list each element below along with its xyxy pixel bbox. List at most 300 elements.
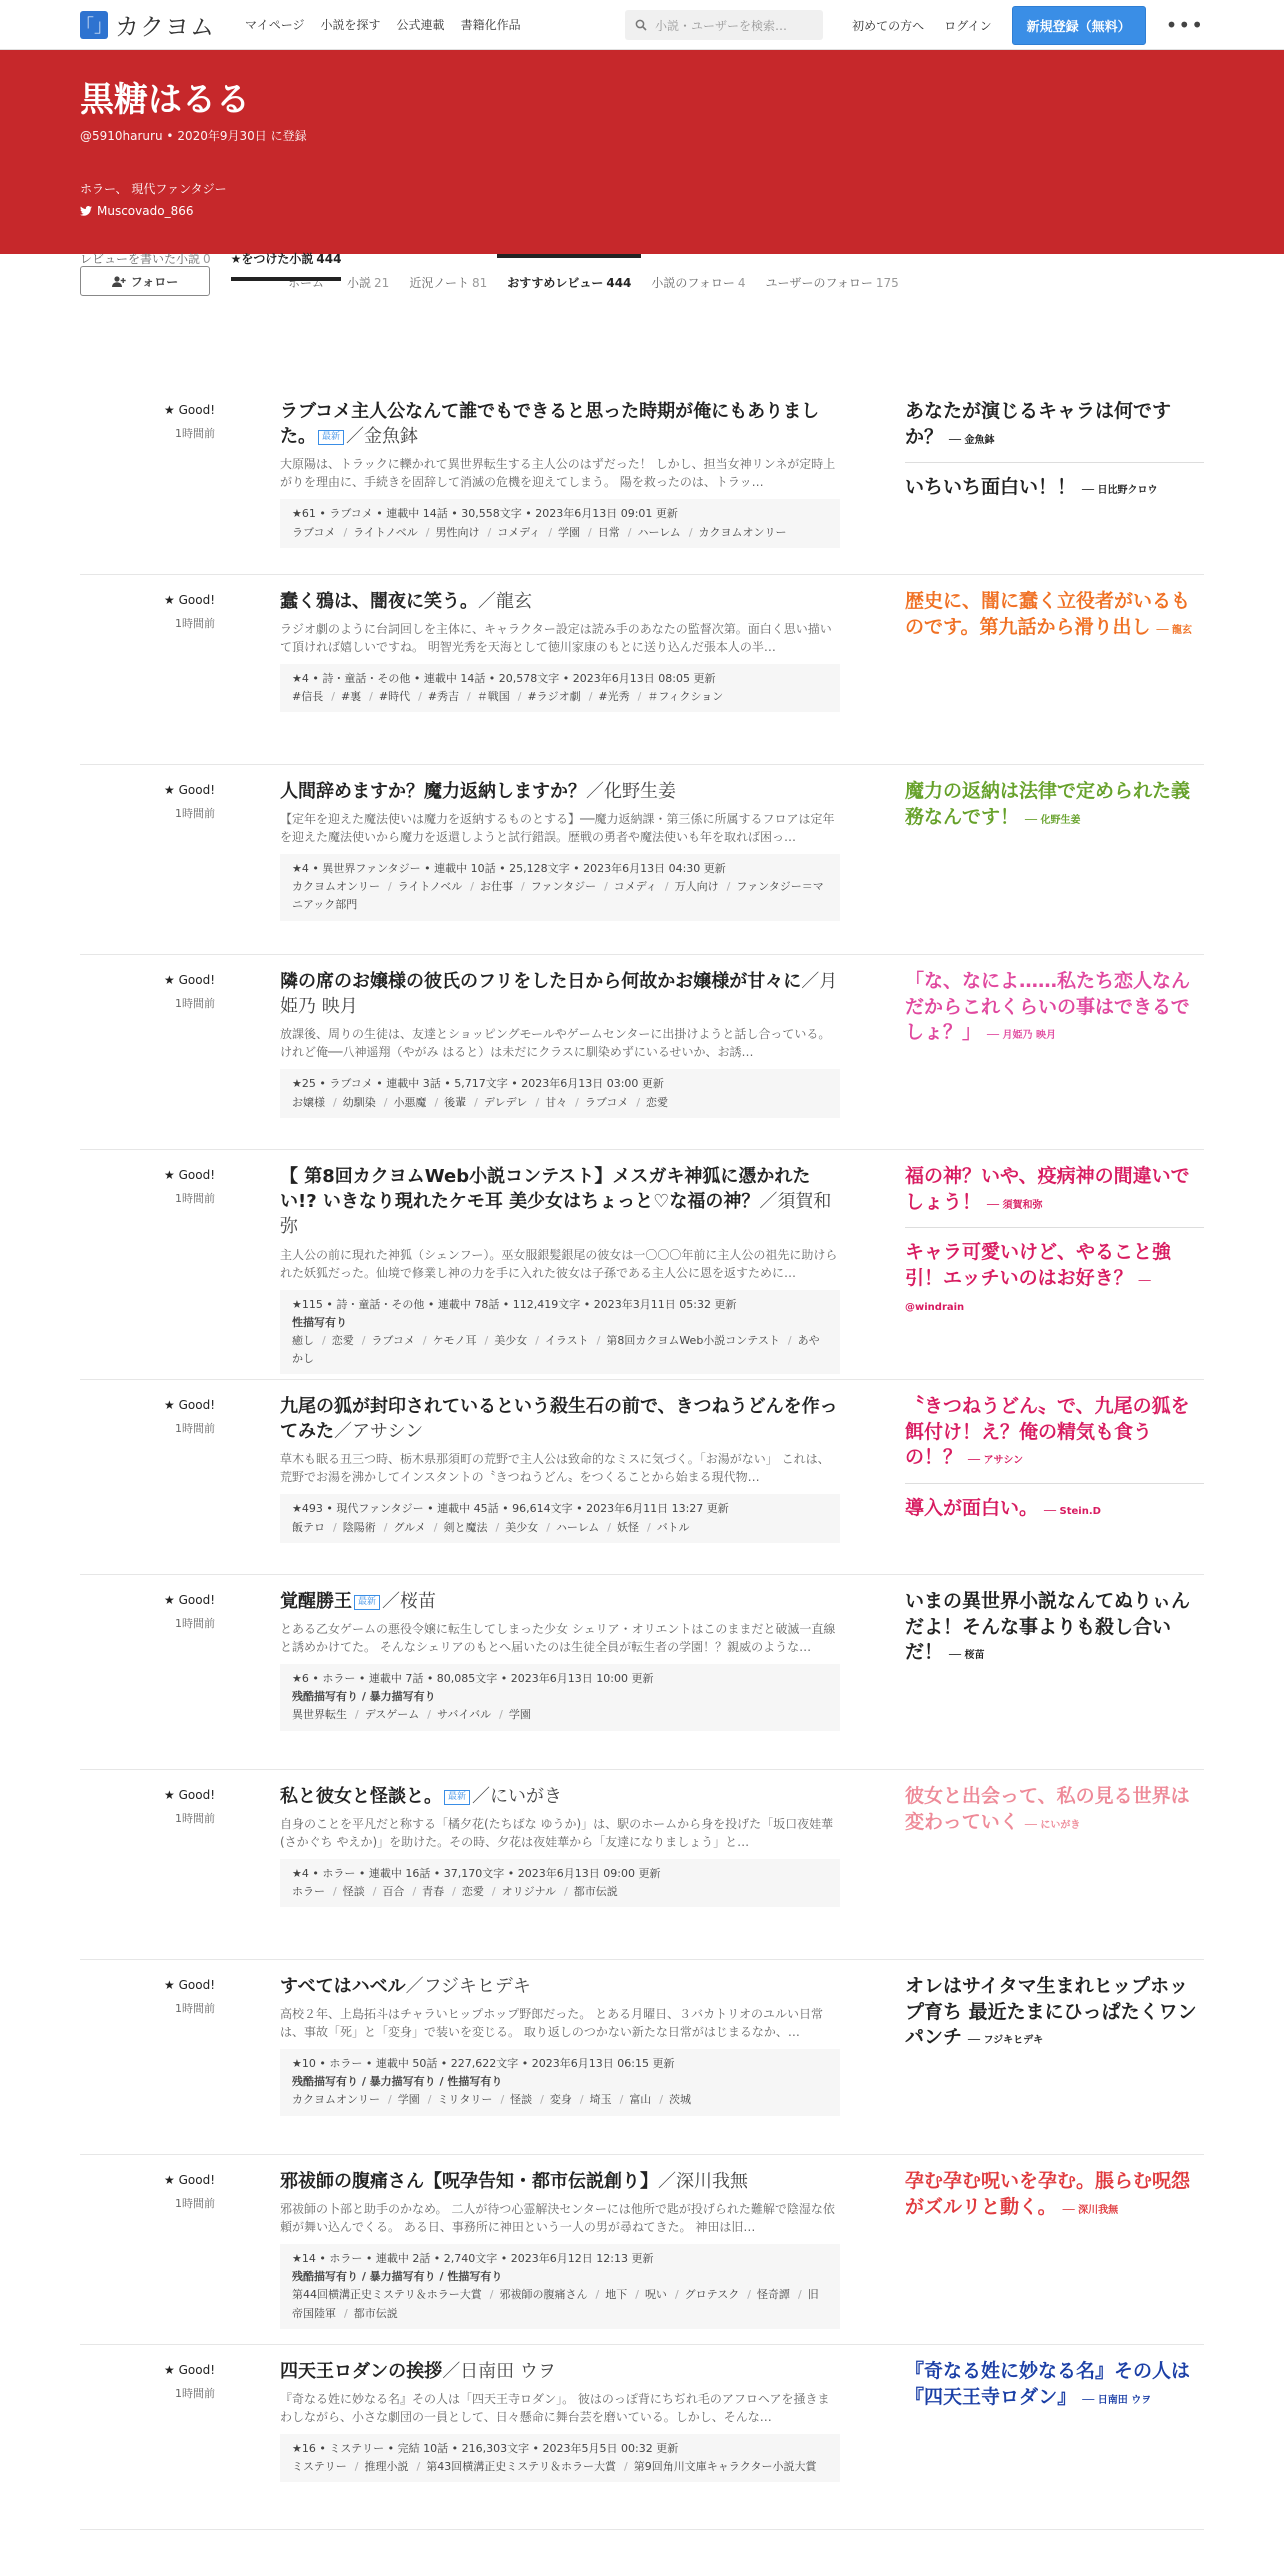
review-block[interactable] bbox=[905, 2169, 1204, 2232]
good-time: 1時間前 bbox=[175, 427, 215, 440]
tag-separator: / bbox=[588, 525, 592, 539]
tag-link[interactable]: 呪い bbox=[644, 2288, 667, 2302]
tag-separator: / bbox=[595, 2288, 600, 2302]
work-author[interactable]: ／化野生姜 bbox=[586, 781, 676, 802]
work-title: 人間辞めますか？魔力返納しますか？ bbox=[280, 781, 586, 802]
tag-link[interactable]: 癒し bbox=[292, 1333, 314, 1347]
tag-link[interactable]: ラブコメ bbox=[584, 1095, 629, 1109]
good-time: 1時間前 bbox=[175, 2002, 215, 2015]
tag-link[interactable]: グロテスク bbox=[684, 2288, 740, 2302]
twitter-link[interactable] bbox=[80, 204, 1204, 218]
good-time: 1時間前 bbox=[175, 617, 215, 630]
tag-link[interactable]: ＃戦国 bbox=[476, 690, 510, 704]
tag-separator: / bbox=[361, 1333, 366, 1347]
work-author[interactable]: ／桜苗 bbox=[382, 1591, 437, 1612]
tag-link[interactable]: ケモノ耳 bbox=[432, 1333, 477, 1347]
work-title-link[interactable] bbox=[280, 969, 840, 1019]
work-card bbox=[280, 1784, 840, 1907]
review-column bbox=[905, 1589, 1204, 1678]
tab-count: 444 bbox=[606, 276, 632, 290]
tag-link[interactable]: ＃フィクション bbox=[647, 690, 724, 704]
review-text: いちいち面白い！！ bbox=[905, 476, 1077, 499]
tag-link[interactable]: イラスト bbox=[544, 1333, 589, 1347]
tag-link[interactable]: ハーレム bbox=[555, 1520, 600, 1534]
tag-separator: / bbox=[427, 2093, 432, 2107]
review-block[interactable] bbox=[905, 1589, 1204, 1678]
tag-link[interactable]: 第8回カクヨムWeb小説コンテスト bbox=[606, 1333, 780, 1347]
top-nav bbox=[0, 0, 1284, 50]
review-column bbox=[905, 1164, 1204, 1329]
review-title bbox=[905, 1974, 1204, 2051]
tab-reviews[interactable] bbox=[497, 254, 641, 298]
tag-link[interactable]: ホラー bbox=[292, 1885, 325, 1899]
review-block[interactable] bbox=[905, 969, 1204, 1058]
work-description: 高校２年、上島拓斗はチャラいヒップホップ野郎だった。 とある月曜日、３バカトリオのユルい日常は、事故「死」と「変身」で装いを変じる。 取り返しのつかない新たな日常がはじまるなか、… bbox=[280, 2007, 823, 2040]
tag-link[interactable]: カクヨムオンリー bbox=[292, 880, 380, 894]
work-card bbox=[280, 779, 840, 921]
work-author[interactable]: ／龍玄 bbox=[478, 591, 532, 612]
tab-novel-follows[interactable] bbox=[641, 254, 755, 298]
work-description: 草木も眠る丑三つ時、栃木県那須町の荒野で主人公は致命的なミスに気づく。「お湯がない」 これは、荒野でお湯を沸かしてインスタントの〝きつねうどん〟をつくることから始まる現代物… bbox=[280, 1452, 830, 1485]
tag-link[interactable]: 異世界転生 bbox=[292, 1708, 347, 1722]
tag-link[interactable]: ファンタジー＝マニアック部門 bbox=[292, 880, 824, 912]
tag-link[interactable]: 学園 bbox=[508, 1708, 531, 1722]
tag-link[interactable]: #秀吉 bbox=[427, 690, 460, 704]
tag-link[interactable]: ハーレム bbox=[637, 525, 681, 539]
tab-count: 81 bbox=[471, 276, 488, 290]
work-card bbox=[280, 1589, 840, 1731]
tag-link[interactable]: 変身 bbox=[549, 2093, 572, 2107]
review-author[interactable]: ── 化野生姜 bbox=[1025, 814, 1081, 826]
tag-link[interactable]: 陰陽術 bbox=[342, 1520, 376, 1534]
review-author[interactable]: ── Stein.D bbox=[1044, 1505, 1101, 1517]
work-author[interactable]: ／にいがき bbox=[472, 1786, 563, 1807]
tag-link[interactable]: 剣と魔法 bbox=[443, 1520, 488, 1534]
nav-link-mypage[interactable]: マイページ bbox=[245, 18, 305, 32]
good-badge bbox=[80, 593, 215, 631]
work-info bbox=[280, 854, 840, 920]
content-warnings: 残酷描写有り / 暴力描写有り bbox=[292, 1690, 436, 1704]
work-title-link[interactable] bbox=[280, 2359, 840, 2384]
work-info bbox=[280, 2049, 840, 2115]
good-time: 1時間前 bbox=[175, 997, 215, 1010]
review-block[interactable] bbox=[905, 2359, 1204, 2422]
work-tags bbox=[292, 524, 828, 542]
tag-link[interactable]: ラブコメ bbox=[371, 1333, 415, 1347]
tag-link[interactable]: あやかし bbox=[292, 1333, 820, 1365]
review-column bbox=[905, 969, 1204, 1058]
new-badge: 最新 bbox=[318, 430, 344, 445]
tag-separator: / bbox=[596, 1333, 601, 1347]
work-title-link[interactable] bbox=[280, 589, 840, 614]
profile-tabs bbox=[278, 254, 909, 298]
list-item bbox=[80, 1770, 1204, 1960]
review-block[interactable] bbox=[905, 1227, 1204, 1329]
tag-link[interactable]: 旧帝国陸軍 bbox=[292, 2288, 819, 2320]
tag-separator: / bbox=[425, 525, 430, 539]
tag-link[interactable]: 後輩 bbox=[444, 1095, 467, 1109]
profile-registered: 2020年9月30日 に登録 bbox=[177, 128, 307, 143]
tag-link[interactable]: カクヨムオンリー bbox=[292, 2093, 380, 2107]
tag-link[interactable]: 妖怪 bbox=[617, 1520, 639, 1534]
nav-link-books[interactable]: 書籍化作品 bbox=[460, 18, 521, 32]
nav-link-search-novels[interactable]: 小説を探す bbox=[320, 18, 381, 32]
work-title: 蠢く鴉は、闇夜に笑う。 bbox=[280, 591, 478, 612]
content-warnings: 性描写有り bbox=[292, 1315, 347, 1329]
review-block[interactable] bbox=[905, 589, 1204, 652]
work-info bbox=[280, 1290, 840, 1375]
list-item bbox=[80, 2155, 1204, 2345]
subtab-count: 444 bbox=[316, 252, 342, 266]
good-badge bbox=[80, 1168, 215, 1206]
tag-link[interactable]: 埼玉 bbox=[589, 2093, 612, 2107]
review-text: 彼女と出会って、私の見る世界は変わっていく bbox=[905, 1785, 1190, 1833]
review-author[interactable]: ── にいがき bbox=[1024, 1819, 1081, 1831]
tag-link[interactable]: 青春 bbox=[422, 1885, 445, 1899]
subtab-reviewed-novels[interactable] bbox=[80, 250, 211, 281]
work-description: 大原陽は、トラックに轢かれて異世界転生する主人公のはずだった！ しかし、担当女神リンネが定時上がりを理由に、手続きを固辞して消滅の危機を迎えてしまう。 陽を救ったのは、トラッ… bbox=[280, 457, 836, 490]
tag-link[interactable]: お嬢様 bbox=[292, 1095, 325, 1109]
tag-link[interactable]: コメディ bbox=[497, 525, 541, 539]
tag-link[interactable]: #信長 bbox=[292, 690, 324, 704]
work-title: ラブコメ主人公なんて誰でもできると思った時期が俺にもありました。 bbox=[280, 401, 820, 448]
tag-link[interactable]: 第44回横溝正史ミステリ＆ホラー大賞 bbox=[292, 2288, 482, 2302]
profile-handle: @5910haruru bbox=[80, 128, 163, 143]
tag-link[interactable]: 幼馴染 bbox=[342, 1095, 376, 1109]
work-tags bbox=[292, 1332, 828, 1368]
tag-link[interactable]: #ラジオ劇 bbox=[527, 690, 581, 704]
first-time-link[interactable]: 初めての方へ bbox=[852, 18, 925, 33]
tag-link[interactable]: デレデレ bbox=[483, 1095, 528, 1109]
review-author[interactable]: ── アサシン bbox=[968, 1455, 1024, 1467]
review-title bbox=[905, 2169, 1204, 2220]
tag-link[interactable]: 第9回角川文庫キャラクター小説大賞 bbox=[633, 2460, 817, 2474]
work-title-link[interactable] bbox=[280, 1394, 840, 1444]
good-badge bbox=[80, 2173, 215, 2211]
good-label: ★ Good! bbox=[164, 1168, 215, 1182]
tag-link[interactable]: 百合 bbox=[382, 1885, 405, 1899]
logo-icon: 「」 bbox=[80, 11, 108, 39]
review-column bbox=[905, 1784, 1204, 1847]
twitter-handle: Muscovado_866 bbox=[97, 203, 194, 218]
review-block[interactable] bbox=[905, 1483, 1204, 1534]
tag-separator: / bbox=[647, 1520, 651, 1534]
tag-separator: / bbox=[517, 690, 522, 704]
tag-link[interactable]: 恋愛 bbox=[646, 1095, 669, 1109]
review-text: 魔力の返納は法律で定められた義務なんです！ bbox=[905, 780, 1191, 828]
review-title bbox=[905, 1240, 1204, 1317]
tag-link[interactable]: 茨城 bbox=[669, 2093, 692, 2107]
tag-link[interactable]: 恋愛 bbox=[461, 1885, 484, 1899]
tag-separator: / bbox=[372, 1885, 377, 1899]
tag-separator: / bbox=[388, 2093, 392, 2107]
work-title-link[interactable] bbox=[280, 399, 840, 449]
good-label: ★ Good! bbox=[164, 593, 215, 607]
logo[interactable] bbox=[76, 7, 215, 42]
good-badge bbox=[80, 1788, 215, 1826]
work-title: 九尾の狐が封印されているという殺生石の前で、きつねうどんを作ってみた bbox=[280, 1396, 838, 1443]
tag-link[interactable]: #時代 bbox=[378, 690, 411, 704]
tag-link[interactable]: ミリタリー bbox=[437, 2093, 493, 2107]
tag-separator: / bbox=[434, 1095, 439, 1109]
tag-separator: / bbox=[521, 880, 525, 894]
work-author[interactable]: ／深川我無 bbox=[658, 2171, 748, 2192]
tag-separator: / bbox=[344, 2306, 348, 2320]
review-author[interactable]: ── 金魚鉢 bbox=[949, 434, 995, 446]
tag-separator: / bbox=[688, 525, 693, 539]
tag-separator: / bbox=[333, 1885, 337, 1899]
review-column bbox=[905, 779, 1204, 842]
review-author[interactable]: ── 深川我無 bbox=[1062, 2204, 1119, 2216]
list-item bbox=[80, 2345, 1204, 2530]
tag-link[interactable]: 日常 bbox=[597, 525, 620, 539]
tag-separator: / bbox=[635, 2288, 639, 2302]
review-title bbox=[905, 475, 1204, 501]
work-title-link[interactable] bbox=[280, 1589, 840, 1614]
login-link[interactable]: ログイン bbox=[944, 18, 992, 33]
new-badge: 最新 bbox=[354, 1595, 380, 1610]
tag-link[interactable]: ファンタジー bbox=[530, 880, 597, 894]
tab-notes[interactable] bbox=[399, 254, 497, 298]
good-label: ★ Good! bbox=[164, 1398, 215, 1412]
work-title-link[interactable] bbox=[280, 2169, 840, 2194]
tag-link[interactable]: 推理小説 bbox=[364, 2460, 409, 2474]
tag-separator: / bbox=[659, 2093, 664, 2107]
work-info bbox=[280, 1069, 840, 1117]
tag-link[interactable]: サバイバル bbox=[437, 1708, 492, 1722]
register-button[interactable]: 新規登録（無料） bbox=[1012, 6, 1146, 45]
review-block[interactable] bbox=[905, 779, 1204, 842]
tag-separator: / bbox=[607, 1520, 611, 1534]
review-block[interactable] bbox=[905, 1974, 1204, 2063]
tag-separator: / bbox=[535, 1333, 539, 1347]
work-stats: ★16 • ミステリー • 完結 10話 • 216,303文字 • 2023年5月5日 00:32 更新 bbox=[292, 2442, 679, 2456]
review-author[interactable]: ── 桜苗 bbox=[949, 1650, 985, 1662]
work-description: 邪祓師の卜部と助手のかなめ。 二人が待つ心霊解決センターには他所で匙が投げられた難解で陰湿な依頼が舞い込んでくる。 ある日、事務所に神田という一人の男が尋ねてきた。 神田は旧… bbox=[280, 2202, 835, 2235]
review-text: あなたが演じるキャラは何ですか？ bbox=[905, 400, 1172, 448]
tab-user-follows[interactable] bbox=[755, 254, 908, 298]
tag-separator: / bbox=[331, 690, 335, 704]
work-title: 私と彼女と怪談と。 bbox=[280, 1786, 442, 1807]
review-author[interactable]: ── 日南田 ウヲ bbox=[1082, 2394, 1152, 2406]
good-badge bbox=[80, 783, 215, 821]
tab-count: 4 bbox=[737, 276, 746, 290]
tag-separator: / bbox=[355, 1708, 359, 1722]
review-title bbox=[905, 399, 1204, 450]
tag-link[interactable]: 都市伝説 bbox=[573, 1885, 618, 1899]
review-author[interactable]: ── 須賀和弥 bbox=[987, 1199, 1043, 1211]
review-author[interactable]: ── 月姫乃 映月 bbox=[987, 1030, 1057, 1042]
review-text: 歴史に、闇に蠢く立役者がいるものです。第九話から滑り出し bbox=[905, 590, 1191, 638]
work-author[interactable]: ／フジキヒデキ bbox=[405, 1976, 531, 1997]
tag-link[interactable]: 恋愛 bbox=[331, 1333, 354, 1347]
tag-link[interactable]: 都市伝説 bbox=[353, 2306, 398, 2320]
tag-separator: / bbox=[470, 880, 475, 894]
review-column bbox=[905, 1974, 1204, 2063]
review-author[interactable]: ── フジキヒデキ bbox=[968, 2035, 1044, 2047]
tag-link[interactable]: 男性向け bbox=[435, 525, 480, 539]
work-title-link[interactable] bbox=[280, 1974, 840, 1999]
work-title-link[interactable] bbox=[280, 779, 840, 804]
tag-link[interactable]: 第43回横溝正史ミステリ＆ホラー大賞 bbox=[426, 2460, 616, 2474]
tab-label: おすすめレビュー bbox=[507, 276, 604, 290]
tag-link[interactable]: グルメ bbox=[393, 1520, 426, 1534]
work-author[interactable]: ／月姫乃 映月 bbox=[280, 971, 838, 1018]
tag-link[interactable]: コメディ bbox=[613, 880, 657, 894]
review-text: 「な、なによ……私たち恋人なんだからこれくらいの事はできるでしょ？」 bbox=[905, 970, 1191, 1044]
review-author[interactable]: ── 龍玄 bbox=[1156, 624, 1193, 636]
tag-link[interactable]: ミステリー bbox=[292, 2460, 347, 2474]
tag-separator: / bbox=[489, 2288, 494, 2302]
review-subtabs bbox=[80, 250, 361, 281]
tag-separator: / bbox=[422, 1333, 427, 1347]
work-tags bbox=[292, 2286, 828, 2322]
work-description: 自身のことを平凡だと称する「橘夕花(たちばな ゆうか)」は、駅のホームから身を投げた「坂口夜娃華(さかぐち やえか)」を助けた。その時、夕花は夜娃華から「友達になりましょう」と… bbox=[280, 1817, 834, 1850]
tab-count: 175 bbox=[875, 276, 899, 290]
work-title: すべてはハベル bbox=[280, 1976, 406, 1997]
review-block[interactable] bbox=[905, 399, 1204, 462]
work-info bbox=[280, 1664, 840, 1730]
tag-link[interactable]: 富山 bbox=[629, 2093, 652, 2107]
work-title: 【 第8回カクヨムWeb小説コンテスト】メスガキ神狐に憑かれたい!? いきなり現れたケモ耳 美少女はちょっと♡な福の神？ bbox=[280, 1166, 811, 1213]
work-title: 四天王ロダンの挨拶 bbox=[280, 2361, 443, 2382]
work-info bbox=[280, 1859, 840, 1907]
work-tags bbox=[292, 1094, 828, 1112]
tag-link[interactable]: 地下 bbox=[605, 2288, 628, 2302]
review-author[interactable]: ── @windrain bbox=[905, 1275, 1151, 1313]
review-column bbox=[905, 589, 1204, 652]
good-time: 1時間前 bbox=[175, 2387, 215, 2400]
work-author[interactable]: ／金魚鉢 bbox=[346, 426, 419, 448]
review-block[interactable] bbox=[905, 1164, 1204, 1227]
good-label: ★ Good! bbox=[164, 1593, 215, 1607]
tag-link[interactable]: 万人向け bbox=[674, 880, 719, 894]
work-info bbox=[280, 1494, 840, 1542]
work-description: 【定年を迎えた魔法使いは魔力を返納するものとする】──魔力返納課・第三係に所属するフロアは定年を迎えた魔法使いから魔力を返還しようと試行錯誤。歴戦の勇者や魔法使いも年を取れば困っ… bbox=[280, 812, 835, 845]
good-label: ★ Good! bbox=[164, 783, 215, 797]
work-stats: ★10 • ホラー • 連載中 50話 • 227,622文字 • 2023年6月13日 06:15 更新 bbox=[292, 2057, 675, 2071]
work-author[interactable]: ／須賀和弥 bbox=[280, 1191, 832, 1238]
work-title-link[interactable] bbox=[280, 1164, 840, 1240]
good-badge bbox=[80, 403, 215, 441]
tag-separator: / bbox=[491, 1885, 496, 1899]
work-card bbox=[280, 1394, 840, 1543]
review-text: キャラ可愛いけど、やること強引！エッチいのはお好き？ bbox=[905, 1241, 1172, 1289]
good-badge bbox=[80, 973, 215, 1011]
work-author[interactable]: ／日南田 ウヲ bbox=[442, 2361, 556, 2382]
review-column bbox=[905, 2169, 1204, 2232]
content-warnings: 残酷描写有り / 暴力描写有り / 性描写有り bbox=[292, 2075, 503, 2089]
work-author[interactable]: ／アサシン bbox=[334, 1421, 424, 1443]
tag-link[interactable]: お仕事 bbox=[480, 880, 514, 894]
review-title bbox=[905, 1394, 1204, 1471]
search-icon bbox=[635, 19, 647, 31]
tag-link[interactable]: 怪談 bbox=[342, 1885, 365, 1899]
tag-separator: / bbox=[467, 690, 471, 704]
review-block[interactable] bbox=[905, 462, 1204, 513]
review-author[interactable]: ── 日比野クロウ bbox=[1082, 485, 1158, 497]
tab-label: ホーム bbox=[288, 276, 325, 290]
tab-label: 小説のフォロー bbox=[651, 276, 735, 290]
content-warnings: 残酷描写有り / 暴力描写有り / 性描写有り bbox=[292, 2270, 503, 2284]
tag-link[interactable]: 美少女 bbox=[505, 1520, 539, 1534]
list-item bbox=[80, 765, 1204, 955]
tag-link[interactable]: バトル bbox=[656, 1520, 690, 1534]
tag-link[interactable]: ラブコメ bbox=[292, 525, 336, 539]
work-description: 主人公の前に現れた神狐（シェンフー）。巫女服銀髪銀尾の彼女は一〇〇〇年前に主人公の祖先に助けられた妖狐だった。仙境で修業し神の力を手に入れた彼女は子孫である主人公に恩を返すために… bbox=[280, 1247, 838, 1280]
tag-link[interactable]: ライトノベル bbox=[353, 525, 418, 539]
review-text: 孕む孕む呪いを孕む。脹らむ呪怨がズルリと動く。 bbox=[905, 2170, 1191, 2218]
nav-links bbox=[245, 16, 537, 33]
tag-separator: / bbox=[624, 2460, 628, 2474]
tag-separator: / bbox=[548, 525, 553, 539]
good-time: 1時間前 bbox=[175, 1422, 215, 1435]
work-stats: ★6 • ホラー • 連載中 7話 • 80,085文字 • 2023年6月13日 10:00 更新 bbox=[292, 1672, 654, 1686]
good-time: 1時間前 bbox=[175, 1617, 215, 1630]
work-card bbox=[280, 969, 840, 1118]
list-item bbox=[80, 575, 1204, 765]
tag-link[interactable]: 甘々 bbox=[545, 1095, 568, 1109]
subtab-label: ★をつけた小説 bbox=[230, 252, 314, 266]
tag-separator: / bbox=[747, 2288, 751, 2302]
tag-separator: / bbox=[726, 880, 731, 894]
subtab-starred-novels[interactable] bbox=[231, 250, 342, 281]
review-title bbox=[905, 969, 1204, 1046]
tag-link[interactable]: 小悪魔 bbox=[393, 1095, 427, 1109]
good-time: 1時間前 bbox=[175, 2197, 215, 2210]
tag-link[interactable]: デスゲーム bbox=[364, 1708, 420, 1722]
tag-link[interactable]: #光秀 bbox=[598, 690, 630, 704]
tag-separator: / bbox=[588, 690, 593, 704]
tag-separator: / bbox=[333, 1520, 337, 1534]
search-input[interactable] bbox=[625, 10, 823, 40]
tag-link[interactable]: 怪談 bbox=[510, 2093, 533, 2107]
review-title bbox=[905, 1496, 1204, 1522]
tag-link[interactable]: 学園 bbox=[558, 525, 581, 539]
work-tags bbox=[292, 1519, 828, 1537]
work-title: 邪祓師の腹痛さん【呪孕告知・都市伝説創り】 bbox=[280, 2171, 658, 2192]
more-menu-icon[interactable]: ••• bbox=[1165, 13, 1204, 37]
tag-separator: / bbox=[674, 2288, 679, 2302]
tag-link[interactable]: オリジナル bbox=[501, 1885, 557, 1899]
review-block[interactable] bbox=[905, 1394, 1204, 1483]
tag-separator: / bbox=[787, 1333, 792, 1347]
tag-link[interactable]: 飯テロ bbox=[292, 1520, 325, 1534]
work-stats: ★14 • ホラー • 連載中 2話 • 2,740文字 • 2023年6月12日 12:13 更新 bbox=[292, 2252, 654, 2266]
tag-link[interactable]: 怪奇譚 bbox=[756, 2288, 790, 2302]
nav-link-official[interactable]: 公式連載 bbox=[396, 18, 445, 32]
list-item bbox=[80, 1150, 1204, 1380]
tag-link[interactable]: 邪祓師の腹痛さん bbox=[499, 2288, 588, 2302]
tag-separator: / bbox=[322, 1333, 326, 1347]
tag-separator: / bbox=[354, 2460, 359, 2474]
tag-separator: / bbox=[664, 880, 669, 894]
tag-separator: / bbox=[540, 2093, 544, 2107]
review-column bbox=[905, 1394, 1204, 1534]
tag-link[interactable]: 学園 bbox=[397, 2093, 420, 2107]
tag-link[interactable]: #裏 bbox=[340, 690, 362, 704]
tag-link[interactable]: 美少女 bbox=[494, 1333, 528, 1347]
work-title-link[interactable] bbox=[280, 1784, 840, 1809]
profile-name: 黒糖はるる bbox=[80, 80, 250, 120]
review-text: オレはサイタマ生まれヒップホップ育ち 最近たまにひっぱたくワンパンチ bbox=[905, 1975, 1197, 2049]
good-label: ★ Good! bbox=[164, 403, 215, 417]
tag-separator: / bbox=[579, 2093, 584, 2107]
tag-link[interactable]: ライトノベル bbox=[397, 880, 463, 894]
tag-separator: / bbox=[797, 2288, 802, 2302]
tag-link[interactable]: カクヨムオンリー bbox=[698, 525, 787, 539]
review-block[interactable] bbox=[905, 1784, 1204, 1847]
